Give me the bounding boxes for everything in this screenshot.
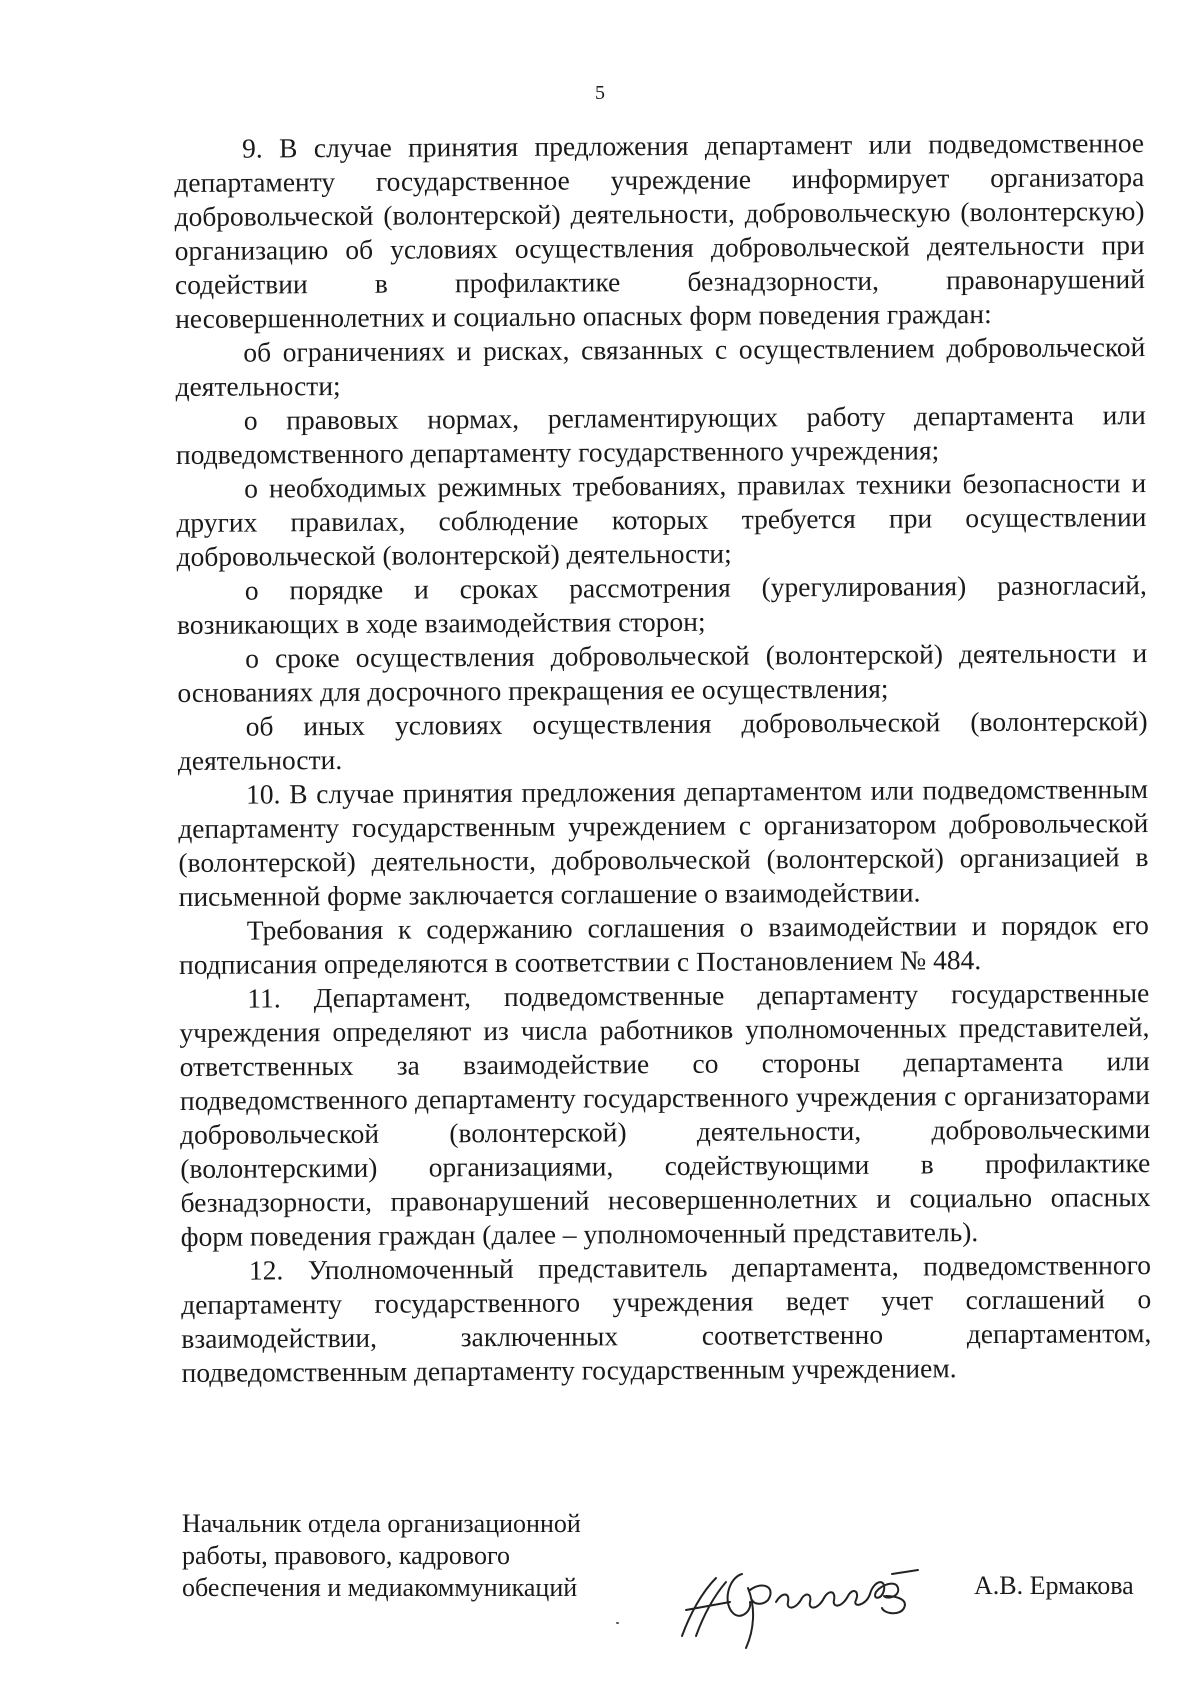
page-number: 5 xyxy=(595,82,605,104)
paragraph-safety-requirements: о необходимых режимных требованиях, правилах техники безопасности и других правилах, соблюдение которых требуется при осуществлении добровольческой (волонтерской) деятельности; xyxy=(176,467,1147,572)
paragraph-agreement-requirements: Требования к содержанию соглашения о взаимодействии и порядок его подписания определяются в соответствии с Постановлением № 484. xyxy=(178,909,1149,980)
paragraph-legal-norms: о правовых нормах, регламентирующих работу департамента или подведомственного департаменту государственного учреждения; xyxy=(175,399,1146,470)
paragraph-limitations: об ограничениях и рисках, связанных с осуществлением добровольческой деятельности; xyxy=(175,331,1146,402)
document-body xyxy=(174,126,1152,1390)
paragraph-10: 10. В случае принятия предложения департаментом или подведомственным департаменту государственным учреждением с организатором добровольческой (волонтерской) деятельности, добровольческой (волонтерской) организацией в письменной форме заключается соглашение о взаимодействии. xyxy=(178,773,1149,912)
paragraph-12: 12. Уполномоченный представитель департамента, подведомственного департаменту государственного учреждения ведет учет соглашений о взаимодействии, заключенных соответственно департаментом, подведомственным департаменту государственным учреждением. xyxy=(181,1249,1152,1388)
signatory-position-line: работы, правового, кадрового xyxy=(182,1541,511,1570)
paragraph-9: 9. В случае принятия предложения департамент или подведомственное департаменту государственное учреждение информирует организатора добровольческой (волонтерской) деятельности, добровольческую (волонтерскую) организацию об условиях осуществления добровольческой деятельности при содействии в профилактике безнадзорности, правонарушений несовершеннолетних и социально опасных форм поведения граждан: xyxy=(174,127,1146,334)
paragraph-dispute-procedure: о порядке и сроках рассмотрения (урегулирования) разногласий, возникающих в ходе взаимодействия сторон; xyxy=(176,569,1147,640)
signatory-position-line: обеспечения и медиакоммуникаций xyxy=(182,1573,578,1602)
signatory-name: А.В. Ермакова xyxy=(974,1571,1134,1600)
signature-block xyxy=(182,1508,1162,1658)
signatory-position-line: Начальник отдела организационной xyxy=(182,1509,581,1538)
scan-artifact xyxy=(616,1622,619,1624)
paragraph-11: 11. Департамент, подведомственные департаменту государственные учреждения определяют из числа работников уполномоченных представителей, ответственных за взаимодействие со стороны департамента или подведомственного департаменту государственного учреждения с организаторами добровольческой (волонтерской) деятельности, добровольческими (волонтерскими) организациями, содействующими в профилактике безнадзорности, правонарушений несовершеннолетних и социально опасных форм поведения граждан (далее – уполномоченный представитель). xyxy=(179,977,1151,1252)
signatory-position xyxy=(182,1508,652,1604)
paragraph-term: о сроке осуществления добровольческой (волонтерской) деятельности и основаниях для досрочного прекращения ее осуществления; xyxy=(177,637,1148,708)
paragraph-other-conditions: об иных условиях осуществления добровольческой (волонтерской) деятельности. xyxy=(177,705,1148,776)
handwritten-signature xyxy=(672,1544,932,1654)
